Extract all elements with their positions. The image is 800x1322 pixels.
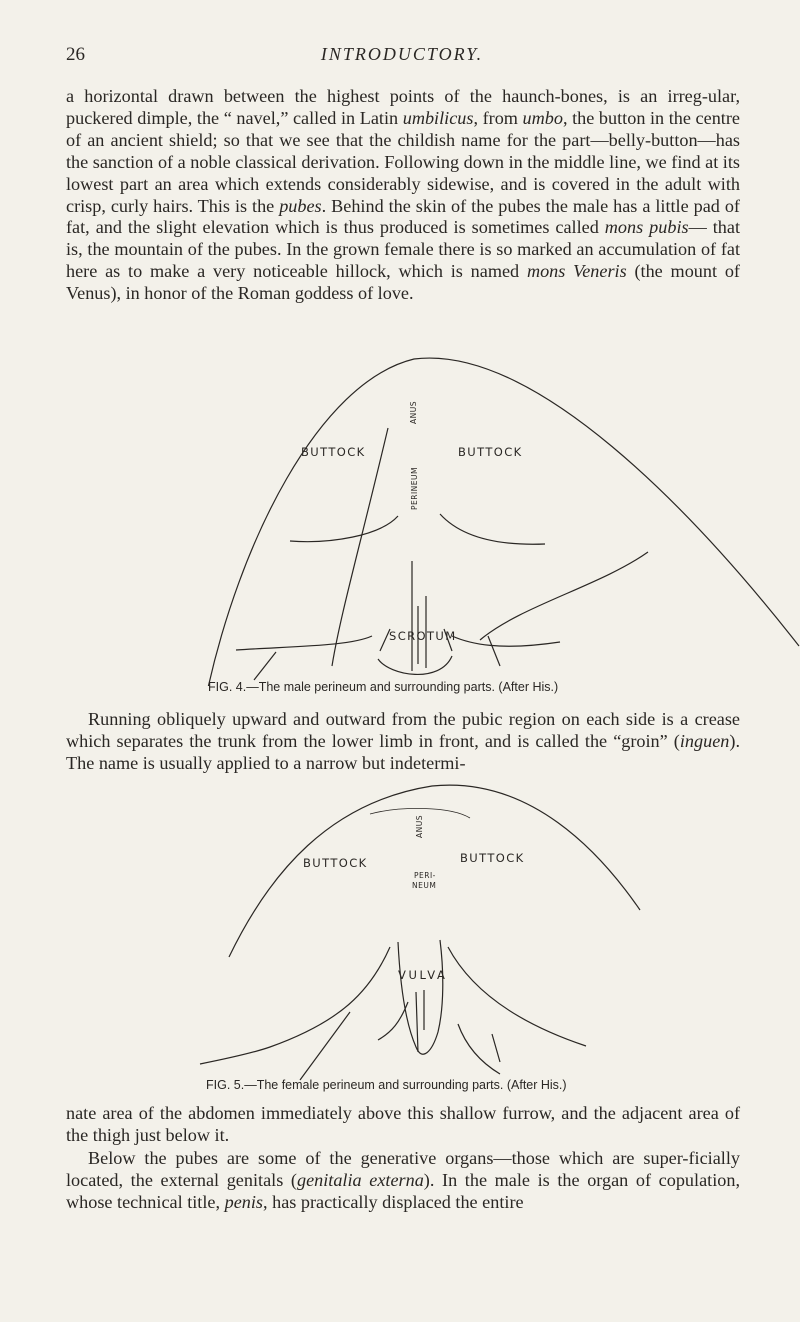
running-head: INTRODUCTORY. (320, 44, 484, 64)
paragraph-groin: Running obliquely upward and outward from the pubic region on each side is a crease which separates the trunk from the lower limb in front, and is called the “groin” (inguen). The name is usually applied to a narrow but indetermi- (66, 709, 740, 773)
italic-term: mons pubis (604, 217, 689, 238)
italic-term: pubes (279, 195, 322, 216)
figure-5-drawing (0, 762, 800, 1082)
paragraph-genitals: Below the pubes are some of the generative organs—those which are super-ficially located, the external genitals (genitalia externa). In the male is the organ of copulation, whose technical title, penis, has practically displaced the entire (66, 1148, 740, 1212)
paragraph-groin-continued: nate area of the abdomen immediately above this shallow furrow, and the adjacent area of the thigh just below it. (66, 1103, 740, 1145)
fig4-label-buttock-right: BUTTOCK (458, 445, 523, 459)
fig4-label-scrotum: SCROTUM (389, 629, 457, 643)
italic-term: inguen (679, 730, 730, 751)
italic-term: penis (224, 1191, 263, 1212)
fig5-label-perineum-1: PERI- (414, 871, 436, 880)
fig5-caption: FIG. 5.—The female perineum and surrounding parts. (After His.) (206, 1078, 567, 1092)
fig5-label-perineum-2: NEUM (412, 881, 437, 890)
figure-4-male-perineum (0, 346, 800, 701)
fig4-label-perineum: PERINEUM (410, 467, 419, 510)
fig5-label-buttock-left: BUTTOCK (303, 856, 368, 870)
paragraph-navel-pubes: a horizontal drawn between the highest points of the haunch-bones, is an irreg-ular, puckered dimple, the “ navel,” called in Latin umbilicus, from umbo, the button in the centre of an ancient shield; so that we see that the childish name for the part—belly-button—has the sanction of a noble classical derivation. Following down in the middle line, we find at its lowest part an area which extends considerably sidewise, and is covered in the adult with crisp, curly hairs. This is the pubes. Behind the skin of the pubes the male has a little pad of fat, and the slight elevation which is thus produced is sometimes called mons pubis— that is, the mountain of the pubes. In the grown female there is so marked an accumulation of fat here as to make a very noticeable hillock, which is named mons Veneris (the mount of Venus), in honor of the Roman goddess of love. (66, 86, 741, 304)
fig5-label-vulva: VULVA (398, 968, 448, 982)
italic-term: genitalia externa (296, 1169, 424, 1190)
fig4-label-buttock-left: BUTTOCK (301, 445, 366, 459)
page-number: 26 (66, 44, 85, 65)
page-header (66, 44, 738, 74)
italic-term: mons Veneris (526, 261, 627, 282)
fig4-label-anus: ANUS (409, 401, 418, 424)
fig4-caption: FIG. 4.—The male perineum and surrounding parts. (After His.) (208, 680, 559, 694)
fig5-label-anus: ANUS (415, 815, 424, 838)
figure-5-female-perineum (0, 762, 800, 1097)
italic-term: umbilicus (402, 107, 474, 128)
fig5-label-buttock-right: BUTTOCK (460, 851, 525, 865)
italic-term: umbo (522, 107, 563, 128)
